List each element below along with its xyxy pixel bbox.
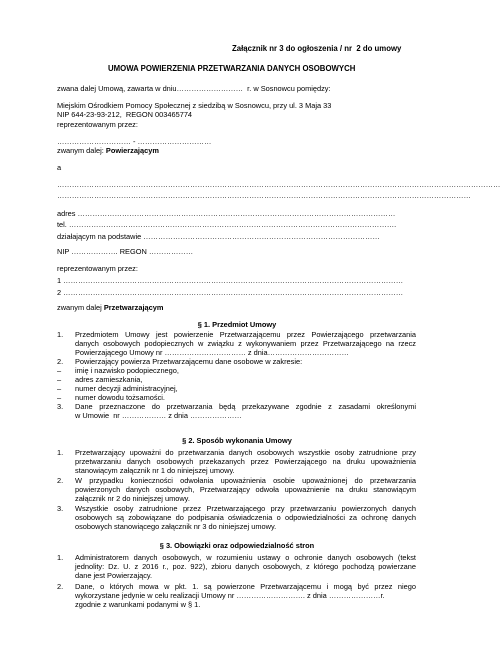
section3-p1-number: 1. — [57, 553, 64, 562]
section2-p3-line3: osobowych stanowiącego załącznik nr 3 do niniejszej umowy. — [75, 522, 277, 531]
party2-called — [57, 303, 163, 312]
bullet-dash: – — [57, 375, 62, 384]
section1-p1-line3: Powierzającego Umowy nr …………………………… z dnia…………………………… — [75, 348, 349, 357]
section2-heading: § 2. Sposób wykonania Umowy — [182, 436, 292, 445]
section3-p2-line2: wykorzystane jedynie w celu realizacji Umowy nr ………………………. z dnia …………………r. — [75, 591, 385, 600]
section3-p2-line3: zgodnie z warunkami podanymi w § 1. — [75, 600, 201, 609]
party2-address: adres ………………………………………………………………………………………………………………… — [57, 209, 396, 218]
section1-p1-number: 1. — [57, 330, 64, 339]
section2-p2-line2: powierzonych danych osobowych, Przetwarzający odwoła upoważnienie na druku stanowiącym — [75, 485, 416, 494]
section1-p3-line2: w Umowie nr ……………… z dnia ………………… — [75, 411, 242, 420]
scope-item: numer dowodu tożsamości. — [75, 393, 165, 402]
called-prefix: zwanym dalej — [57, 303, 104, 312]
section3-heading: § 3. Obowiązki oraz odpowiedzialność stron — [159, 541, 315, 550]
annex-reference: Załącznik nr 3 do ogłoszenia / nr 2 do umowy — [232, 44, 402, 53]
section3-p1-line2: jednolity: Dz. U. z 2016 r., poz. 922), zbioru danych osobowych, z którego pochodzą powierzane — [75, 562, 416, 571]
party2-dots-1: ……………………………………………………………………………………………………………………………………………………………… — [57, 180, 500, 189]
document-title: UMOWA POWIERZENIA PRZETWARZANIA DANYCH OSOBOWYCH — [108, 64, 356, 73]
bullet-dash: – — [57, 384, 62, 393]
section2-p3-line1: Wszystkie osoby zatrudnione przez Przetwarzającego przy przetwarzaniu powierzonych danych — [75, 504, 416, 513]
section2-p2-line3: załącznik nr 2 do niniejszej umowy. — [75, 494, 190, 503]
and-word: a — [57, 163, 62, 172]
scope-item: adres zamieszkania, — [75, 375, 143, 384]
party1-ids: NIP 644-23-93-212, REGON 003465774 — [57, 110, 193, 119]
party2-rep-2: 2 ………………………………………………………………………………………………………………………… — [57, 288, 404, 297]
section1-heading: § 1. Przedmiot Umowy — [197, 320, 277, 329]
section1-p1-line1: Przedmiotem Umowy jest powierzenie Przetwarzającemu przez Powierzającego przetwarzania — [75, 330, 416, 339]
section2-p1-line3: stanowiącym załącznik nr 1 do niniejszej umowy. — [75, 466, 235, 475]
section1-p3-number: 3. — [57, 402, 64, 411]
section2-p3-line2: osobowych są zobowiązane do podpisania oświadczenia o odpowiedzialności za ochronę danych — [75, 513, 416, 522]
party1-signatories: ………………………… - ………………………… — [57, 137, 212, 146]
entruster-name: Powierzającym — [105, 146, 159, 155]
section2-p1-number: 1. — [57, 448, 64, 457]
party2-phone: tel. ……………………………………………………………………………………………………………………. — [57, 220, 397, 229]
section2-p1-line1: Przetwarzający upoważni do przetwarzania danych osobowych wszystkie osoby zatrudnione przy — [75, 448, 416, 457]
party1-called — [57, 146, 159, 155]
section2-p2-number: 2. — [57, 476, 64, 485]
section2-p2-line1: W przypadku konieczności odwołania upoważnienia osobie upoważnionej do przetwarzania — [75, 476, 416, 485]
party2-basis: działającym na podstawie …………………………………………………………………………………… — [57, 232, 380, 241]
section1-p1-line2: danych osobowych podopiecznych w związku z wykonywaniem przez Przetwarzającego na rzecz — [75, 339, 416, 348]
called-prefix: zwanym dalej: — [57, 146, 106, 155]
intro-line: zwana dalej Umową, zawarta w dniu……………………… r. w Sosnowcu pomiędzy: — [57, 84, 331, 93]
section1-p2-line1: Powierzający powierza Przetwarzającemu dane osobowe w zakresie: — [75, 357, 303, 366]
bullet-dash: – — [57, 366, 62, 375]
section1-p2-number: 2. — [57, 357, 64, 366]
section1-p3-line1: Dane przeznaczone do przetwarzania będą przekazywane zgodnie z zasadami określonymi — [75, 402, 416, 411]
party1-represented: reprezentowanym przez: — [57, 120, 138, 129]
section3-p1-line1: Administratorem danych osobowych, w rozumieniu ustawy o ochronie danych osobowych (tekst — [75, 553, 416, 562]
party2-nip-regon: NIP ………………. REGON ……………… — [57, 247, 194, 256]
scope-item: numer decyzji administracyjnej, — [75, 384, 178, 393]
party2-represented: reprezentowanym przez: — [57, 264, 138, 273]
section2-p1-line2: przetwarzaniu danych osobowych przekazanych przez Powierzającego na druku upoważnienia — [75, 457, 416, 466]
party2-dots-2: …………………………………………………………………………………………………………………………………………………… — [57, 191, 471, 200]
party2-rep-1: 1 ………………………………………………………………………………………………………………………… — [57, 276, 404, 285]
section3-p2-line1: Dane, o których mowa w pkt. 1. są powierzone Przetwarzającemu i mogą być przez niego — [75, 582, 416, 591]
scope-item: imię i nazwisko podopiecznego, — [75, 366, 179, 375]
section3-p1-line3: dane jest Powierzający. — [75, 571, 153, 580]
processor-name: Przetwarzającym — [103, 303, 164, 312]
section2-p3-number: 3. — [57, 504, 64, 513]
section3-p2-number: 2. — [57, 582, 64, 591]
bullet-dash: – — [57, 393, 62, 402]
party1-name: Miejskim Ośrodkiem Pomocy Społecznej z siedzibą w Sosnowcu, przy ul. 3 Maja 33 — [57, 101, 332, 110]
